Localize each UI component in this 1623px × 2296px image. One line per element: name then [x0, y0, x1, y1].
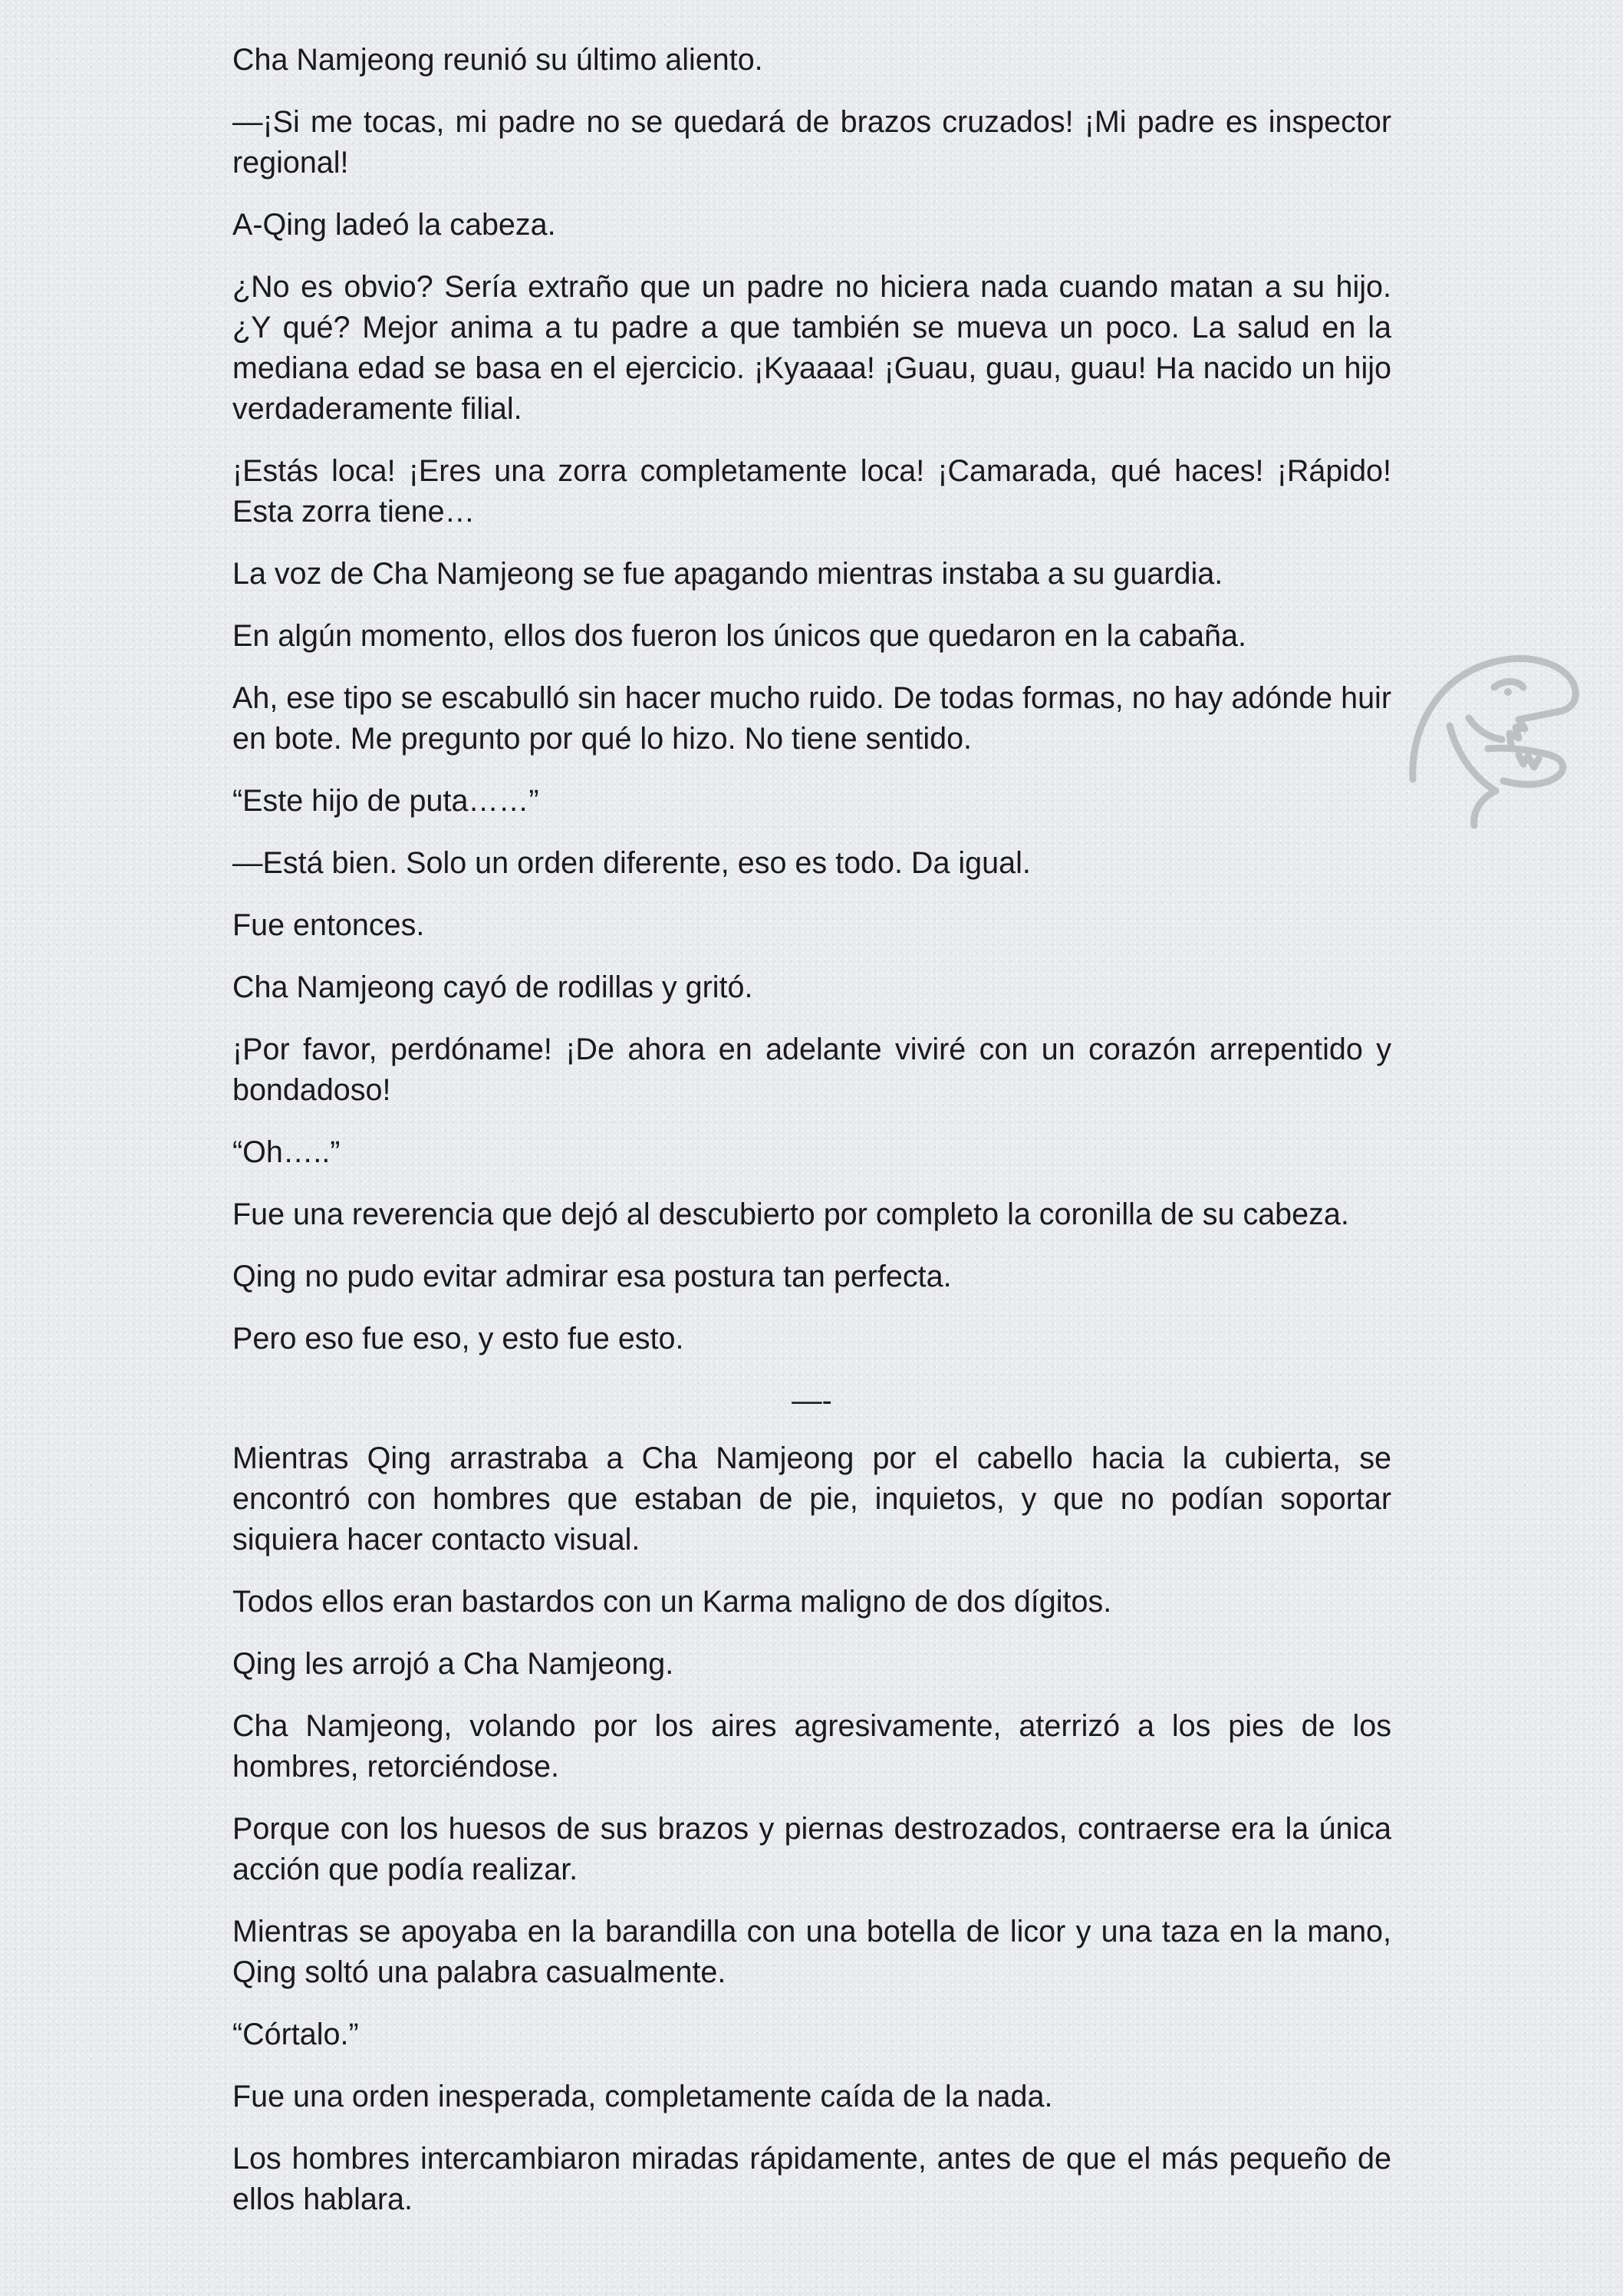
paragraph: Porque con los huesos de sus brazos y piernas destrozados, contraerse era la única acción que podía realizar. — [232, 1812, 1391, 1886]
paragraph: Fue entonces. — [232, 908, 425, 942]
paragraph: Fue una orden inesperada, completamente caída de la nada. — [232, 2080, 1053, 2113]
paragraph: Qing no pudo evitar admirar esa postura tan perfecta. — [232, 1260, 952, 1293]
paragraph: Fue una reverencia que dejó al descubierto por completo la coronilla de su cabeza. — [232, 1197, 1349, 1231]
paragraph: —Está bien. Solo un orden diferente, eso es todo. Da igual. — [232, 846, 1031, 880]
paragraph: Pero eso fue eso, y esto fue esto. — [232, 1322, 684, 1356]
paragraph: Todos ellos eran bastardos con un Karma maligno de dos dígitos. — [232, 1585, 1112, 1619]
paragraph: La voz de Cha Namjeong se fue apagando mientras instaba a su guardia. — [232, 557, 1223, 591]
paragraph: ¡Por favor, perdóname! ¡De ahora en adelante viviré con un corazón arrepentido y bondadoso! — [232, 1033, 1391, 1107]
paragraph: Cha Namjeong, volando por los aires agresivamente, aterrizó a los pies de los hombres, retorciéndose. — [232, 1709, 1391, 1784]
scene-break: —- — [792, 1384, 832, 1418]
paragraph: “Córtalo.” — [232, 2018, 359, 2051]
paragraph: Qing les arrojó a Cha Namjeong. — [232, 1647, 674, 1681]
paragraph: Los hombres intercambiaron miradas rápidamente, antes de que el más pequeño de ellos hablara. — [232, 2142, 1391, 2216]
paragraph: —¡Si me tocas, mi padre no se quedará de brazos cruzados! ¡Mi padre es inspector regional! — [232, 105, 1391, 180]
paragraph: Mientras Qing arrastraba a Cha Namjeong por el cabello hacia la cubierta, se encontró con hombres que estaban de pie, inquietos, y que no podían soportar siquiera hacer contacto visual. — [232, 1441, 1391, 1556]
paragraph: “Oh…..” — [232, 1135, 341, 1169]
document-body — [232, 40, 1391, 2220]
paragraph: Ah, ese tipo se escabulló sin hacer mucho ruido. De todas formas, no hay adónde huir en bote. Me pregunto por qué lo hizo. No tiene sentido. — [232, 681, 1391, 756]
paragraph: “Este hijo de puta……” — [232, 784, 539, 818]
paragraph: Cha Namjeong cayó de rodillas y gritó. — [232, 970, 753, 1004]
paragraph: A-Qing ladeó la cabeza. — [232, 208, 556, 242]
paragraph: En algún momento, ellos dos fueron los únicos que quedaron en la cabaña. — [232, 619, 1246, 653]
paragraph: ¿No es obvio? Sería extraño que un padre no hiciera nada cuando matan a su hijo. ¿Y qué? Mejor anima a tu padre a que también se mueva un poco. La salud en la mediana edad se basa en el ejercicio. ¡Kyaaaa! ¡Guau, guau, guau! Ha nacido un hijo verdaderamente filial. — [232, 270, 1391, 426]
paragraph: ¡Estás loca! ¡Eres una zorra completamente loca! ¡Camarada, qué haces! ¡Rápido! Esta zorra tiene… — [232, 454, 1391, 529]
dinosaur-head-icon — [1404, 634, 1580, 829]
paragraph: Cha Namjeong reunió su último aliento. — [232, 43, 763, 77]
paragraph: Mientras se apoyaba en la barandilla con una botella de licor y una taza en la mano, Qing soltó una palabra casualmente. — [232, 1915, 1391, 1989]
